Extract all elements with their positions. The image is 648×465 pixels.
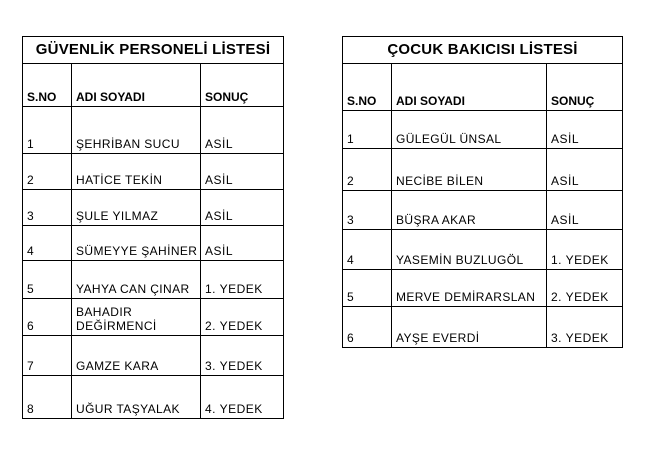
row-number: 4 xyxy=(343,230,392,270)
row-number: 1 xyxy=(343,111,392,149)
row-name: ŞULE YILMAZ xyxy=(72,190,201,226)
table-row xyxy=(23,336,284,376)
row-name: GÜLEGÜL ÜNSAL xyxy=(392,111,547,149)
row-name: AYŞE EVERDİ xyxy=(392,307,547,348)
table-row xyxy=(23,226,284,261)
table-row xyxy=(343,149,623,191)
row-name: UĞUR TAŞYALAK xyxy=(72,376,201,419)
table-row xyxy=(343,191,623,230)
row-result: ASİL xyxy=(201,154,284,190)
table-row xyxy=(23,376,284,419)
table-row xyxy=(23,299,284,336)
table-row xyxy=(23,107,284,154)
row-number: 5 xyxy=(23,261,72,299)
row-name: MERVE DEMİRARSLAN xyxy=(392,270,547,307)
table-row xyxy=(343,111,623,149)
security-personnel-table xyxy=(22,36,284,419)
row-number: 7 xyxy=(23,336,72,376)
security-list-title: GÜVENLİK PERSONELİ LİSTESİ xyxy=(23,37,284,64)
row-number: 2 xyxy=(343,149,392,191)
header-result: SONUÇ xyxy=(547,64,623,111)
row-name: NECİBE BİLEN xyxy=(392,149,547,191)
row-name: GAMZE KARA xyxy=(72,336,201,376)
row-number: 6 xyxy=(343,307,392,348)
row-number: 3 xyxy=(343,191,392,230)
row-name: YAHYA CAN ÇINAR xyxy=(72,261,201,299)
header-sno: S.NO xyxy=(343,64,392,111)
header-name: ADI SOYADI xyxy=(392,64,547,111)
row-result: ASİL xyxy=(201,226,284,261)
row-name: BÜŞRA AKAR xyxy=(392,191,547,230)
row-number: 2 xyxy=(23,154,72,190)
row-result: ASİL xyxy=(547,111,623,149)
row-name: SÜMEYYE ŞAHİNER xyxy=(72,226,201,261)
row-number: 1 xyxy=(23,107,72,154)
table-row xyxy=(23,261,284,299)
header-sno: S.NO xyxy=(23,64,72,107)
babysitter-list-title: ÇOCUK BAKICISI LİSTESİ xyxy=(343,37,623,64)
row-number: 4 xyxy=(23,226,72,261)
row-result: 3. YEDEK xyxy=(201,336,284,376)
row-name: ŞEHRİBAN SUCU xyxy=(72,107,201,154)
table-row xyxy=(343,230,623,270)
row-result: ASİL xyxy=(201,190,284,226)
row-number: 3 xyxy=(23,190,72,226)
row-number: 8 xyxy=(23,376,72,419)
row-name: YASEMİN BUZLUGÖL xyxy=(392,230,547,270)
table-row xyxy=(343,307,623,348)
header-result: SONUÇ xyxy=(201,64,284,107)
row-result: 2. YEDEK xyxy=(201,299,284,336)
header-name: ADI SOYADI xyxy=(72,64,201,107)
row-name: HATİCE TEKİN xyxy=(72,154,201,190)
row-name: BAHADIR DEĞİRMENCİ xyxy=(72,299,201,336)
table-row xyxy=(23,154,284,190)
row-result: ASİL xyxy=(201,107,284,154)
babysitter-table xyxy=(342,36,623,348)
row-result: 2. YEDEK xyxy=(547,270,623,307)
row-number: 6 xyxy=(23,299,72,336)
row-result: 3. YEDEK xyxy=(547,307,623,348)
row-result: ASİL xyxy=(547,191,623,230)
table-row xyxy=(343,270,623,307)
row-result: 1. YEDEK xyxy=(201,261,284,299)
row-number: 5 xyxy=(343,270,392,307)
table-row xyxy=(23,190,284,226)
row-result: 1. YEDEK xyxy=(547,230,623,270)
row-result: ASİL xyxy=(547,149,623,191)
row-result: 4. YEDEK xyxy=(201,376,284,419)
